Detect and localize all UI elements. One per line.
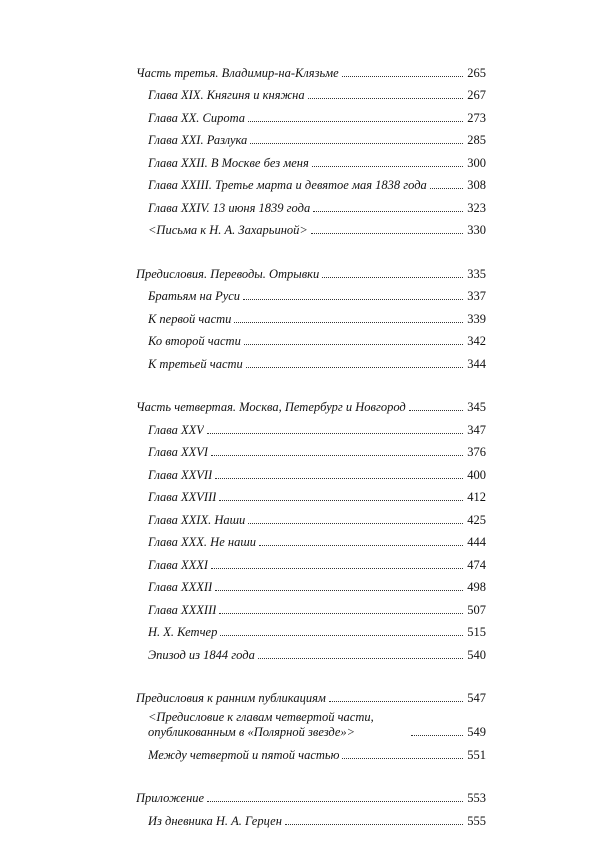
toc-entry-title: Глава XXIII. Третье марта и девятое мая 1838 года [148,178,427,192]
toc-entry[interactable] [136,739,486,762]
leader-dots [234,322,463,323]
toc-entry-page: 342 [467,334,486,348]
toc-section-part-four [136,392,486,662]
leader-dots [342,76,463,77]
leader-dots [411,735,463,736]
toc-entry[interactable] [136,125,486,148]
leader-dots [259,545,463,546]
toc-entry[interactable] [136,326,486,349]
leader-dots [211,568,463,569]
toc-entry-title: Глава XIX. Княгиня и княжна [148,88,305,102]
toc-entry-page: 308 [467,178,486,192]
toc-heading-page: 547 [467,691,486,705]
toc-entry[interactable] [136,482,486,505]
leader-dots [207,433,463,434]
toc-entry-title: Из дневника Н. А. Герцен [148,813,282,828]
table-of-contents [136,57,486,849]
toc-entry-title: Между четвертой и пятой частью [148,747,340,762]
toc-heading-page: 265 [467,65,486,80]
leader-dots [311,233,463,234]
toc-entry[interactable] [136,147,486,170]
toc-entry-title: Глава XXVI [148,445,209,459]
toc-entry[interactable] [136,549,486,572]
toc-entry-page: 330 [467,223,486,237]
toc-heading-title: Предисловия к ранним публикациям [136,691,326,705]
toc-entry-title: К третьей части [148,356,243,371]
toc-entry-title: Глава XXVII [148,467,213,482]
toc-entry-page: 323 [467,200,486,215]
leader-dots [219,500,463,501]
toc-entry-page: 444 [467,535,486,549]
toc-entry-page: 339 [467,311,486,326]
toc-entry-page: 498 [467,580,486,594]
toc-entry-title: Глава XXXII [148,580,213,594]
toc-entry[interactable] [136,459,486,482]
toc-entry-page: 400 [467,467,486,482]
leader-dots [409,410,463,411]
toc-entry-page: 267 [467,88,486,102]
toc-heading-page: 553 [467,791,486,805]
toc-entry-page: 347 [467,422,486,437]
toc-entry-title: Глава XXIV. 13 июня 1839 года [148,200,311,215]
toc-section-appendix [136,783,486,828]
toc-entry[interactable] [136,572,486,595]
toc-entry[interactable] [136,527,486,550]
leader-dots [220,635,463,636]
toc-entry[interactable] [136,80,486,103]
toc-heading-title: Часть четвертая. Москва, Петербург и Новгород [136,400,406,414]
toc-entry[interactable] [136,805,486,828]
toc-entry-page: 425 [467,512,486,527]
toc-heading[interactable] [136,683,486,706]
toc-entry-page: 300 [467,155,486,170]
leader-dots [219,613,463,614]
leader-dots [285,824,463,825]
toc-entry-page: 507 [467,602,486,617]
toc-entry[interactable] [136,102,486,125]
toc-entry[interactable] [136,192,486,215]
toc-entry[interactable] [136,414,486,437]
leader-dots [313,211,463,212]
toc-entry-title: Глава XXI. Разлука [148,133,248,147]
toc-entry-title: Братьям на Руси [148,289,241,303]
toc-heading[interactable] [136,258,486,281]
toc-entry[interactable] [136,281,486,304]
toc-entry-page: 474 [467,557,486,572]
leader-dots [250,143,463,144]
toc-entry-page: 376 [467,445,486,459]
toc-entry-title: Глава XXII. В Москве без меня [148,155,309,170]
toc-entry-page: 551 [467,747,486,762]
toc-entry-title: Глава XX. Сирота [148,110,246,125]
toc-entry-page: 273 [467,110,486,125]
leader-dots [215,590,463,591]
toc-section-prefaces [136,258,486,371]
toc-heading-page: 335 [467,266,486,281]
leader-dots [248,121,463,122]
toc-entry-title: Н. Х. Кетчер [148,625,218,639]
toc-entry-page: 344 [467,356,486,371]
toc-entry-page: 555 [467,813,486,828]
leader-dots [243,299,463,300]
leader-dots [246,367,463,368]
leader-dots [308,98,463,99]
toc-heading-title: Предисловия. Переводы. Отрывки [136,266,320,281]
leader-dots [244,344,463,345]
toc-entry[interactable] [136,594,486,617]
toc-heading-title: Часть третья. Владимир-на-Клязьме [136,65,339,80]
leader-dots [342,758,463,759]
toc-entry-title: Глава XXIX. Наши [148,512,246,527]
toc-entry[interactable] [136,437,486,460]
toc-entry-title: Глава XXXI [148,557,209,572]
toc-entry[interactable] [136,639,486,662]
toc-entry-title: <Письма к Н. А. Захарьиной> [148,223,308,237]
toc-entry[interactable] [136,170,486,193]
toc-heading-title: Приложение [136,791,205,805]
toc-entry-page: 337 [467,289,486,303]
toc-entry-title: <Предисловие к главам четвертой части, опубликованным в «Полярной звезде»> [148,710,374,739]
toc-entry-page: 549 [467,725,486,739]
toc-entry-title: К первой части [148,311,232,326]
leader-dots [322,277,463,278]
toc-entry-title: Глава XXX. Не наши [148,535,257,549]
toc-entry-page: 515 [467,625,486,639]
toc-entry[interactable] [136,303,486,326]
toc-heading-page: 345 [467,400,486,414]
toc-entry[interactable] [136,617,486,640]
toc-entry[interactable] [136,215,486,238]
leader-dots [430,188,463,189]
toc-entry-title: Эпизод из 1844 года [148,647,255,662]
leader-dots [329,701,463,702]
toc-section-part-three [136,57,486,237]
toc-heading[interactable] [136,392,486,415]
toc-entry-title: Ко второй части [148,334,241,348]
toc-heading[interactable] [136,57,486,80]
toc-entry-page: 412 [467,490,486,504]
leader-dots [258,658,463,659]
toc-entry-title: Глава XXVIII [148,490,217,504]
toc-entry[interactable] [136,504,486,527]
leader-dots [312,166,463,167]
toc-section-early-prefaces [136,683,486,762]
leader-dots [211,455,463,456]
toc-entry[interactable] [136,348,486,371]
leader-dots [248,523,463,524]
toc-entry-page: 540 [467,647,486,662]
toc-entry[interactable] [136,705,486,739]
toc-heading[interactable] [136,783,486,806]
toc-entry-title: Глава XXV [148,422,204,437]
toc-entry-title: Глава XXXIII [148,602,217,617]
leader-dots [207,801,463,802]
toc-entry-page: 285 [467,133,486,147]
leader-dots [215,478,463,479]
